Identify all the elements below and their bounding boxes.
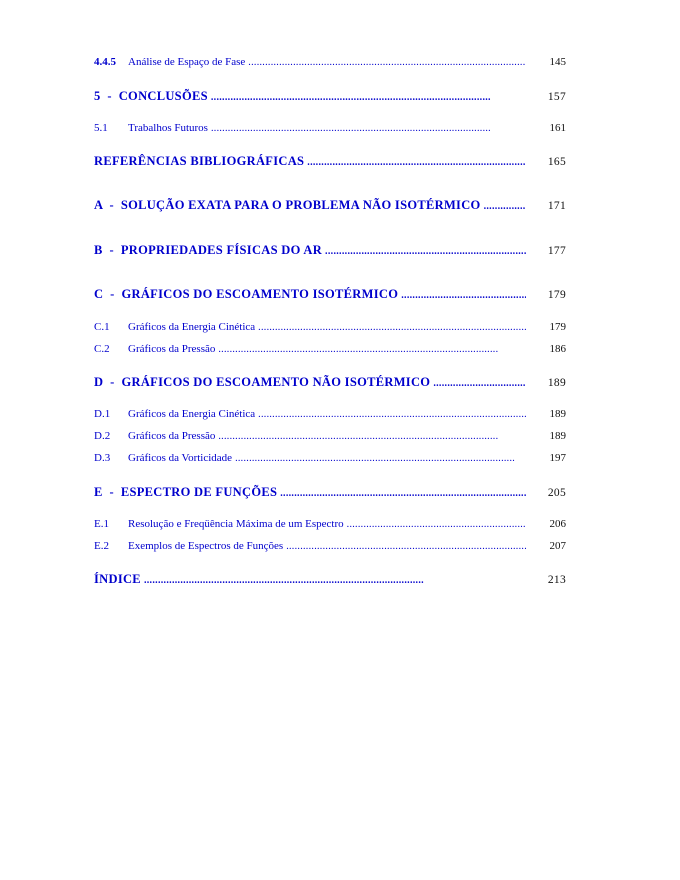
toc-entry-page: 161 (549, 122, 566, 134)
toc-entry-page: 205 (547, 487, 566, 499)
toc-entry-title: Gráficos da Pressão (128, 343, 216, 355)
toc-entry-page: 165 (547, 156, 566, 168)
toc-entry-title: CONCLUSÕES (118, 89, 208, 103)
toc-entry-page: 171 (547, 200, 566, 212)
toc-entry-appendix-b[interactable] (94, 243, 566, 261)
toc-entry-number: E - (94, 485, 121, 499)
toc-entry-page: 179 (547, 289, 566, 301)
toc-entry-number: 5 - (94, 89, 119, 103)
toc-entry-appendix-d[interactable] (94, 375, 566, 393)
toc-entry-title: Gráficos da Pressão (128, 430, 216, 442)
toc-entry-d-2[interactable] (94, 430, 566, 448)
toc-entry-chapter-5[interactable] (94, 89, 566, 107)
toc-entry-page: 157 (547, 91, 566, 103)
toc-entry-title: REFERÊNCIAS BIBLIOGRÁFICAS (94, 154, 305, 168)
toc-entry-title: Gráficos da Vorticidade (128, 452, 233, 464)
toc-entry-title: Resolução e Freqüência Máxima de um Espectro (128, 518, 344, 530)
toc-entry-number: B - (94, 243, 121, 257)
toc-entry-number: C.1 (94, 321, 110, 333)
dot-leader (484, 201, 526, 212)
toc-entry-c-2[interactable] (94, 343, 566, 361)
dot-leader (211, 123, 526, 134)
dot-leader (218, 344, 526, 355)
dot-leader (280, 488, 526, 499)
toc-entry-index[interactable] (94, 572, 566, 590)
toc-entry-references[interactable] (94, 154, 566, 172)
toc-entry-e-1[interactable] (94, 518, 566, 536)
toc-entry-4-4-5[interactable] (94, 56, 566, 74)
dot-leader (235, 453, 526, 464)
toc-entry-page: 207 (549, 540, 566, 552)
dot-leader (401, 290, 526, 301)
dot-leader (258, 409, 526, 420)
toc-entry-d-1[interactable] (94, 408, 566, 426)
toc-entry-page: 206 (549, 518, 566, 530)
toc-entry-number: E.1 (94, 518, 109, 530)
toc-entry-page: 179 (549, 321, 566, 333)
toc-entry-title: Gráficos da Energia Cinética (128, 408, 256, 420)
dot-leader (307, 157, 526, 168)
toc-entry-number: 4.4.5 (94, 56, 116, 68)
dot-leader (433, 378, 526, 389)
toc-entry-number: 5.1 (94, 122, 108, 134)
toc-entry-page: 197 (549, 452, 566, 464)
toc-entry-c-1[interactable] (94, 321, 566, 339)
dot-leader (144, 575, 526, 586)
toc-entry-number: D - (94, 375, 122, 389)
toc-entry-title: Trabalhos Futuros (128, 122, 208, 134)
dot-leader (258, 322, 526, 333)
toc-entry-title: Análise de Espaço de Fase (128, 56, 246, 68)
dot-leader (211, 92, 526, 103)
toc-entry-title: Gráficos da Energia Cinética (128, 321, 256, 333)
toc-entry-title: GRÁFICOS DO ESCOAMENTO ISOTÉRMICO (121, 287, 399, 301)
toc-entry-number: C.2 (94, 343, 110, 355)
toc-entry-page: 189 (547, 377, 566, 389)
toc-entry-number: D.3 (94, 452, 111, 464)
toc-entry-title: Exemplos de Espectros de Funções (128, 540, 284, 552)
dot-leader (286, 541, 526, 552)
toc-entry-title: ESPECTRO DE FUNÇÕES (120, 485, 278, 499)
toc-entry-title: PROPRIEDADES FÍSICAS DO AR (120, 243, 323, 257)
toc-entry-number: C - (94, 287, 122, 301)
toc-entry-page: 189 (549, 408, 566, 420)
toc-entry-number: D.2 (94, 430, 111, 442)
dot-leader (325, 246, 526, 257)
toc-entry-5-1[interactable] (94, 122, 566, 140)
toc-entry-title: GRÁFICOS DO ESCOAMENTO NÃO ISOTÉRMICO (121, 375, 431, 389)
dot-leader (248, 57, 526, 68)
toc-entry-e-2[interactable] (94, 540, 566, 558)
toc-entry-number: D.1 (94, 408, 111, 420)
dot-leader (218, 431, 526, 442)
toc-entry-appendix-c[interactable] (94, 287, 566, 305)
dot-leader (347, 519, 526, 530)
toc-entry-number: E.2 (94, 540, 109, 552)
toc-entry-title: ÍNDICE (94, 572, 141, 586)
toc-entry-title: SOLUÇÃO EXATA PARA O PROBLEMA NÃO ISOTÉRMICO (120, 198, 481, 212)
toc-entry-page: 213 (547, 574, 566, 586)
toc-entry-page: 177 (547, 245, 566, 257)
toc-entry-page: 186 (549, 343, 566, 355)
toc-entry-page: 189 (549, 430, 566, 442)
toc-entry-number: A - (94, 198, 121, 212)
toc-entry-appendix-a[interactable] (94, 198, 566, 216)
toc-entry-appendix-e[interactable] (94, 485, 566, 503)
toc-entry-page: 145 (549, 56, 566, 68)
toc-entry-d-3[interactable] (94, 452, 566, 470)
